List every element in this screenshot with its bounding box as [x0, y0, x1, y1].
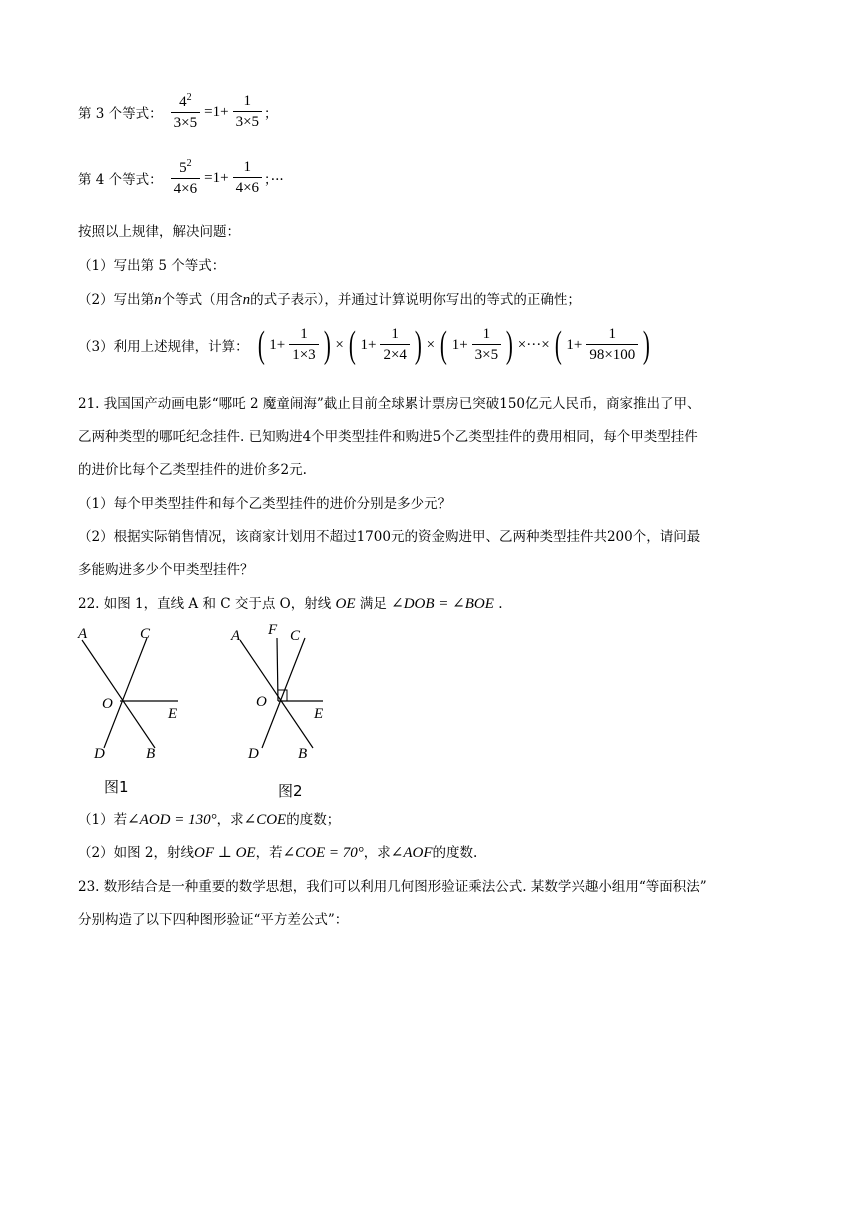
equation-4-right-fraction: $\frac{1}{4\times 6}$	[233, 159, 262, 197]
label-e: E	[168, 706, 178, 722]
question-20-part-2: （2）写出第n个等式（用含n的式子表示），并通过计算说明你写出的等式的正确性；	[78, 292, 581, 308]
label-o: O	[102, 696, 113, 712]
product-term-3: $\frac{1}{3\times 5}$	[472, 326, 501, 364]
question-22-part-1: （1）若∠AOD = 130°，求∠COE的度数；	[78, 812, 341, 828]
label-o: O	[256, 694, 267, 710]
question-20-part-3-label: （3）利用上述规律，计算：	[78, 339, 249, 355]
line-ab	[240, 640, 313, 748]
equation-3-label: 第 3 个等式：	[78, 106, 163, 122]
product-term-1: $\frac{1}{1\times 3}$	[289, 326, 318, 364]
label-d: D	[94, 746, 105, 762]
question-20-part-3: （3）利用上述规律，计算： ( 1+ $\frac{1}{1\times 3}$ ) × ( 1+ $\frac{1}{2\times 4}$ ) × ( 1+ $\frac{1}{3\times 5}$ ) ×···× ( 1+ $\frac{1}{98\times 100}$ )	[78, 324, 651, 366]
label-c: C	[290, 628, 301, 644]
figure-1	[70, 620, 200, 765]
figure-2-caption: 图2	[278, 782, 303, 800]
product-term-2: $\frac{1}{2\times 4}$	[380, 326, 409, 364]
equation-3-left-fraction: $\frac{4^2}{3\times 5}$	[171, 92, 200, 132]
label-d: D	[248, 746, 259, 762]
equation-3-right-fraction: $\frac{1}{3\times 5}$	[233, 93, 262, 131]
equation-4-left-fraction: $\frac{5^2}{4\times 6}$	[171, 158, 200, 198]
figure-2	[228, 620, 358, 765]
equation-4-equals: =1+	[204, 169, 229, 186]
product-term-last: $\frac{1}{98\times 100}$	[586, 326, 638, 364]
label-b: B	[146, 746, 156, 762]
rule-intro: 按照以上规律，解决问题：	[78, 224, 240, 240]
question-21-line-3: 的进价比每个乙类型挂件的进价多2元.	[78, 462, 307, 478]
line-cd	[104, 638, 147, 748]
label-f: F	[268, 622, 278, 638]
figure-1-caption: 图1	[104, 778, 129, 796]
equation-3	[78, 92, 278, 132]
label-c: C	[140, 626, 151, 642]
equation-3-end: ；	[264, 106, 278, 122]
label-a: A	[231, 628, 241, 644]
label-e: E	[314, 706, 324, 722]
equation-4-end: ；···	[264, 172, 284, 188]
question-21-line-1: 21. 我国国产动画电影“哪吒 2 魔童闹海”截止目前全球累计票房已突破150亿元人民币，商家推出了甲、	[78, 396, 701, 412]
question-20-part-1: （1）写出第 5 个等式：	[78, 258, 226, 274]
question-21-part-2-line-2: 多能购进多少个甲类型挂件？	[78, 562, 254, 578]
equation-4	[78, 158, 284, 198]
label-b: B	[298, 746, 308, 762]
question-22-part-2: （2）如图 2，射线OF ⊥ OE，若∠COE = 70°，求∠AOF的度数.	[78, 845, 478, 861]
question-23-line-1: 23. 数形结合是一种重要的数学思想，我们可以利用几何图形验证乘法公式. 某数学兴趣小组用“等面积法”	[78, 879, 707, 895]
equation-3-equals: =1+	[204, 103, 229, 120]
question-23-line-2: 分别构造了以下四种图形验证“平方差公式”：	[78, 912, 349, 928]
question-22-intro: 22. 如图 1，直线 A 和 C 交于点 O，射线 OE 满足 ∠DOB = ∠BOE .	[78, 596, 503, 612]
question-21-line-2: 乙两种类型的哪吒纪念挂件. 已知购进4个甲类型挂件和购进5个乙类型挂件的费用相同，每个甲类型挂件	[78, 429, 698, 445]
line-ab	[82, 640, 155, 748]
line-cd	[262, 638, 305, 748]
label-a: A	[78, 626, 88, 642]
equation-4-label: 第 4 个等式：	[78, 172, 163, 188]
question-21-part-2-line-1: （2）根据实际销售情况，该商家计划用不超过1700元的资金购进甲、乙两种类型挂件共200个，请问最	[78, 529, 701, 545]
question-21-part-1: （1）每个甲类型挂件和每个乙类型挂件的进价分别是多少元？	[78, 496, 452, 512]
ray-of	[277, 638, 278, 701]
